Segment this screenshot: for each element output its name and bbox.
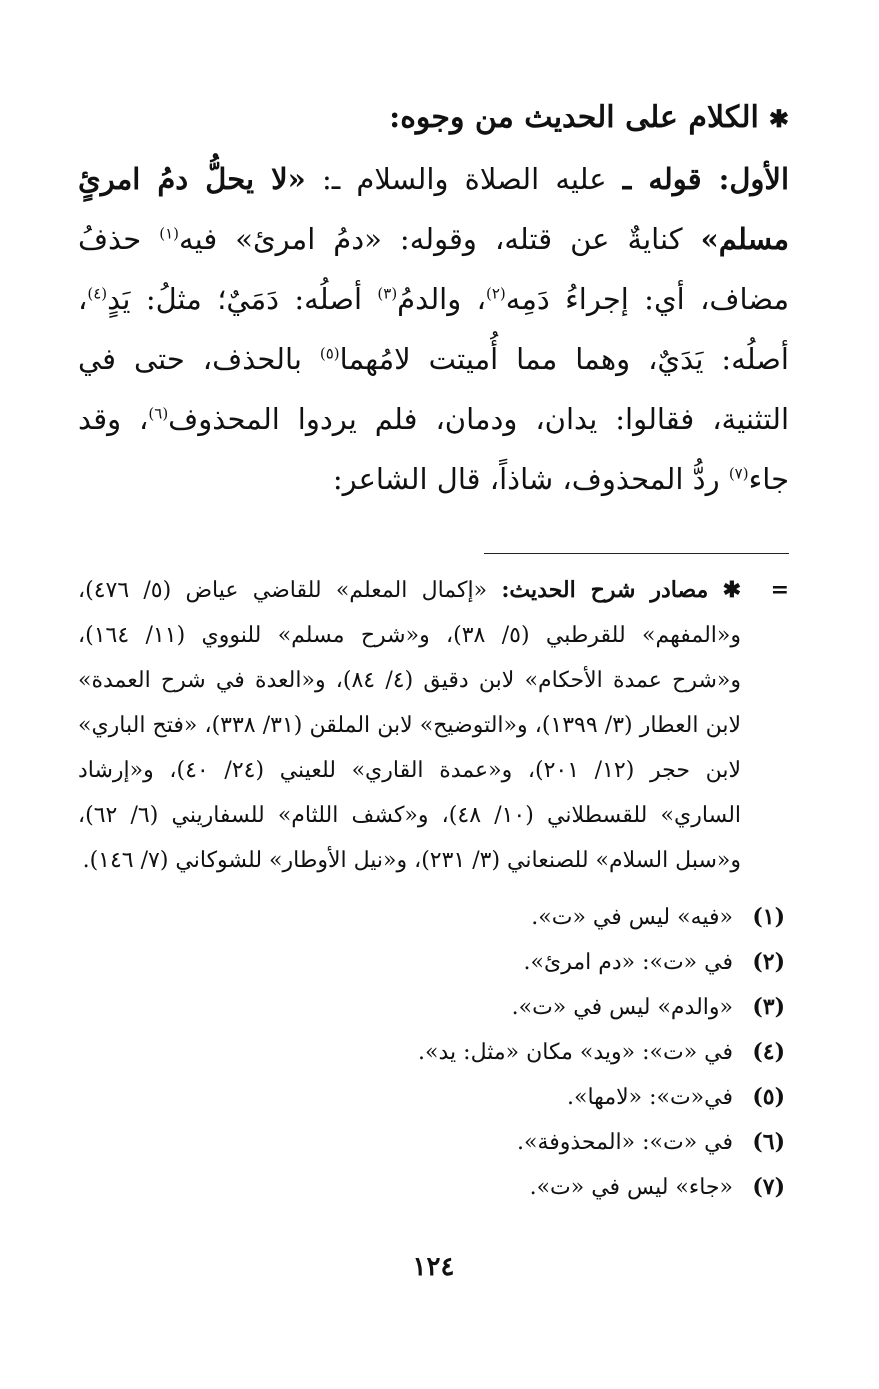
footnote-number: (٣) bbox=[752, 994, 785, 1020]
page-number: ١٢٤ bbox=[412, 1252, 455, 1282]
main-paragraph bbox=[78, 149, 789, 509]
footnote-ref-3: (٣) bbox=[377, 284, 398, 303]
footnote-text: في «ت»: «دم امرئ». bbox=[523, 950, 733, 975]
footnote-text: في «ت»: «ويد» مكان «مثل: يد». bbox=[418, 1040, 733, 1065]
footnote-ref-5: (٥) bbox=[319, 344, 340, 363]
footnote-item bbox=[78, 1030, 785, 1075]
footnote-item bbox=[78, 1120, 785, 1165]
hadith-quote: «لا يحلُّ دمُ امرئٍ مسلم» bbox=[78, 162, 789, 256]
text-run: ردُّ المحذوف، شاذاً، قال الشاعر: bbox=[332, 462, 729, 496]
text-run: عليه الصلاة والسلام ـ: bbox=[305, 162, 623, 196]
footnote-number: (٦) bbox=[752, 1129, 785, 1155]
text-run: بالحذف، حتى في التثنية، فقالوا: يدان، ودمان، فلم يردوا المحذوف bbox=[78, 342, 790, 436]
footnote-item bbox=[78, 940, 785, 985]
footnote-divider bbox=[484, 553, 789, 554]
text-run: ، والدمُ bbox=[397, 282, 486, 316]
text-run: ، وقد جاء bbox=[78, 402, 789, 496]
document-page bbox=[78, 92, 789, 1389]
sources-label: مصادر شرح الحديث: bbox=[501, 577, 709, 603]
footnote-number: (٤) bbox=[752, 1039, 785, 1065]
footnote-number: (٥) bbox=[752, 1084, 785, 1110]
sources-note bbox=[78, 568, 789, 883]
footnote-text: «جاء» ليس في «ت». bbox=[529, 1175, 733, 1200]
footnote-item bbox=[78, 895, 785, 940]
continuation-mark: = bbox=[770, 577, 789, 603]
section-heading bbox=[78, 92, 789, 145]
footnote-number: (٧) bbox=[752, 1174, 785, 1200]
footnote-text: في «ت»: «المحذوفة». bbox=[516, 1130, 733, 1155]
footnote-number: (٢) bbox=[752, 949, 785, 975]
sources-text: «إكمال المعلم» للقاضي عياض (٥/ ٤٧٦)، و«المفهم» للقرطبي (٥/ ٣٨)، و«شرح مسلم» للنووي (١١/ ١٦٤)، و«شرح عمدة الأحكام» لابن دقيق (٤/ ٨٤)، و«العدة في شرح العمدة» لابن العطار (٣/ ١٣٩٩)، و«التوضيح» لابن الملقن (٣١/ ٣٣٨)، «فتح الباري» لابن حجر (١٢/ ٢٠١)، و«عمدة القاري» للعيني (٢٤/ ٤٠)، و«إرشاد الساري» للقسطلاني (١٠/ ٤٨)، و«كشف اللثام» للسفاريني (٦/ ٦٢)، و«سبل السلام» للصنعاني (٣/ ٢٣١)، و«نيل الأوطار» للشوكاني (٧/ ١٤٦). bbox=[78, 578, 742, 873]
text-run: كنايةٌ عن قتله، وقوله: «دمُ امرئ» فيه bbox=[179, 222, 701, 256]
footnote-item bbox=[78, 1075, 785, 1120]
footnote-text: «والدم» ليس في «ت». bbox=[511, 995, 733, 1020]
text-run: أصلُه: دَمَيٌ؛ مثلُ: يَدٍ bbox=[107, 282, 378, 316]
footnote-ref-2: (٢) bbox=[485, 284, 506, 303]
footnote-item bbox=[78, 985, 785, 1030]
asterisk-icon: ✱ bbox=[722, 577, 741, 603]
footnote-item bbox=[78, 1165, 785, 1210]
footnote-text: «فيه» ليس في «ت». bbox=[531, 905, 733, 930]
footnote-list bbox=[78, 895, 789, 1210]
footnote-ref-1: (١) bbox=[159, 224, 180, 243]
footnote-ref-7: (٧) bbox=[728, 464, 749, 483]
text-run: ، أصلُه: يَدَيٌ، وهما مما أُميتت لامُهما bbox=[78, 282, 789, 376]
footnote-ref-4: (٤) bbox=[87, 284, 108, 303]
asterisk-icon: ✱ bbox=[768, 104, 789, 133]
footnote-ref-6: (٦) bbox=[148, 404, 169, 423]
text-run: حذفُ مضاف، أي: إجراءُ دَمِه bbox=[78, 222, 790, 316]
footnote-text: في«ت»: «لامها». bbox=[567, 1085, 733, 1110]
footnote-number: (١) bbox=[752, 904, 785, 930]
point-label: الأول: قوله ـ bbox=[622, 162, 789, 196]
section-heading-text: الكلام على الحديث من وجوه: bbox=[389, 100, 759, 135]
main-text bbox=[78, 149, 789, 509]
